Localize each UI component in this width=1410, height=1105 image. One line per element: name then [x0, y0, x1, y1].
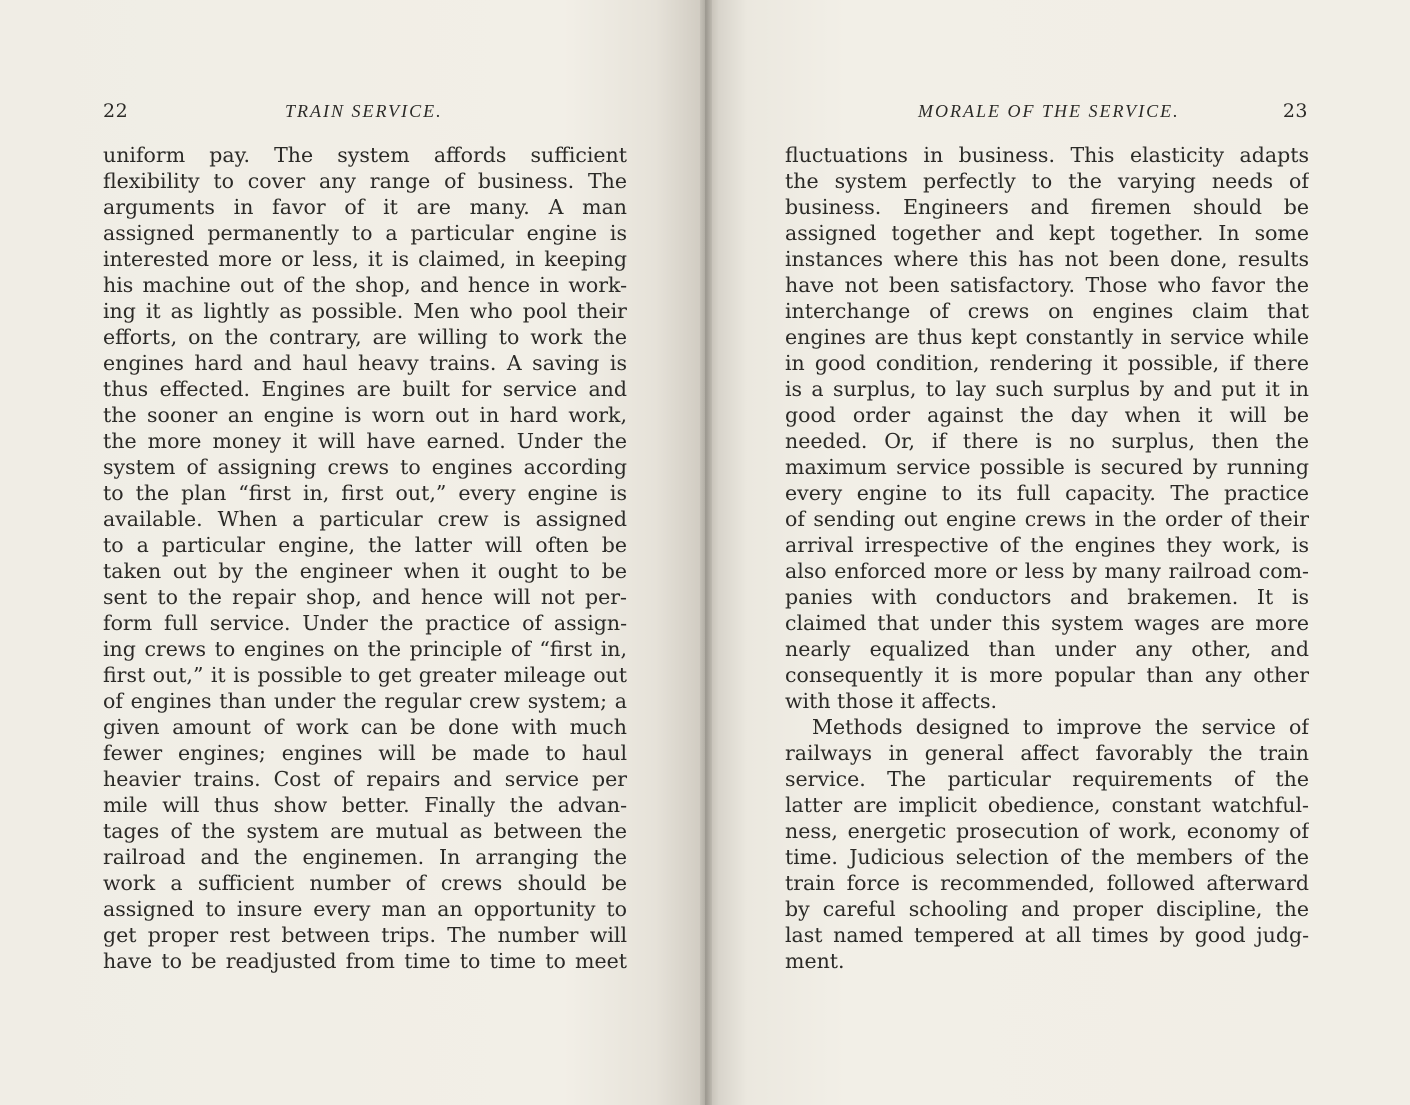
text-line: to the plan “first in, first out,” every engine is [103, 481, 627, 505]
text-line: needed. Or, if there is no surplus, then the [785, 429, 1309, 453]
text-line: engines are thus kept constantly in service while [785, 325, 1309, 349]
text-line: assigned together and kept together. In some [785, 221, 1309, 245]
text-line: is a surplus, to lay such surplus by and put it in [785, 377, 1309, 401]
text-line: consequently it is more popular than any other [785, 663, 1309, 687]
text-line: the more money it will have earned. Under the [103, 429, 627, 453]
text-line: work a sufficient number of crews should be [103, 871, 627, 895]
text-line: of sending out engine crews in the order of their [785, 507, 1309, 531]
text-line: efforts, on the contrary, are willing to work the [103, 325, 627, 349]
text-line: engines hard and haul heavy trains. A saving is [103, 351, 627, 375]
left-running-head [103, 96, 627, 126]
text-line: system of assigning crews to engines according [103, 455, 627, 479]
text-line: the sooner an engine is worn out in hard work, [103, 403, 627, 427]
text-line: interested more or less, it is claimed, in keeping [103, 247, 627, 271]
text-line: given amount of work can be done with much [103, 715, 627, 739]
left-body-text [103, 142, 627, 974]
text-line: ness, energetic prosecution of work, economy of [785, 819, 1309, 843]
text-line: get proper rest between trips. The number will [103, 923, 627, 947]
text-line: in good condition, rendering it possible, if there [785, 351, 1309, 375]
text-line: assigned to insure every man an opportunity to [103, 897, 627, 921]
text-line: interchange of crews on engines claim that [785, 299, 1309, 323]
text-line: service. The particular requirements of the [785, 767, 1309, 791]
text-line: have to be readjusted from time to time to meet [103, 949, 627, 973]
left-running-title: TRAIN SERVICE. [285, 101, 443, 121]
text-line: mile will thus show better. Finally the advan- [103, 793, 627, 817]
text-line: heavier trains. Cost of repairs and service per [103, 767, 627, 791]
text-line: form full service. Under the practice of assign- [103, 611, 627, 635]
text-line: also enforced more or less by many railroad com- [785, 559, 1309, 583]
text-line: have not been satisfactory. Those who favor the [785, 273, 1309, 297]
text-line: ing it as lightly as possible. Men who pool their [103, 299, 627, 323]
text-line: the system perfectly to the varying needs of [785, 169, 1309, 193]
text-line: fluctuations in business. This elasticity adapts [785, 143, 1309, 167]
text-line: uniform pay. The system affords sufficient [103, 143, 627, 167]
text-line: ing crews to engines on the principle of “first in, [103, 637, 627, 661]
text-line: arguments in favor of it are many. A man [103, 195, 627, 219]
text-line: taken out by the engineer when it ought to be [103, 559, 627, 583]
right-page [705, 0, 1410, 1105]
text-line: assigned permanently to a particular engine is [103, 221, 627, 245]
text-line: time. Judicious selection of the members of the [785, 845, 1309, 869]
text-line: his machine out of the shop, and hence in work- [103, 273, 627, 297]
text-line: first out,” it is possible to get greater mileage out [103, 663, 627, 687]
text-line: claimed that under this system wages are more [785, 611, 1309, 635]
left-page-number: 22 [103, 100, 129, 122]
right-body-text [785, 142, 1309, 974]
text-line: arrival irrespective of the engines they work, is [785, 533, 1309, 557]
text-line: maximum service possible is secured by running [785, 455, 1309, 479]
text-line: of engines than under the regular crew system; a [103, 689, 627, 713]
text-line: flexibility to cover any range of business. The [103, 169, 627, 193]
text-line-paragraph-end: ment. [785, 949, 845, 973]
text-line: sent to the repair shop, and hence will not per- [103, 585, 627, 609]
text-line: to a particular engine, the latter will often be [103, 533, 627, 557]
text-line: available. When a particular crew is assigned [103, 507, 627, 531]
text-line: railways in general affect favorably the train [785, 741, 1309, 765]
right-running-title: MORALE OF THE SERVICE. [918, 101, 1180, 121]
right-page-number: 23 [1282, 100, 1308, 122]
text-line: fewer engines; engines will be made to haul [103, 741, 627, 765]
text-line: every engine to its full capacity. The practice [785, 481, 1309, 505]
text-line: latter are implicit obedience, constant watchful- [785, 793, 1309, 817]
text-line: tages of the system are mutual as between the [103, 819, 627, 843]
text-line: thus effected. Engines are built for service and [103, 377, 627, 401]
text-line: railroad and the enginemen. In arranging the [103, 845, 627, 869]
text-line: last named tempered at all times by good judg- [785, 923, 1309, 947]
text-line-paragraph-start: Methods designed to improve the service of [812, 715, 1309, 739]
text-line: by careful schooling and proper discipline, the [785, 897, 1309, 921]
text-line: panies with conductors and brakemen. It is [785, 585, 1309, 609]
book-gutter [700, 0, 712, 1105]
text-line: business. Engineers and firemen should be [785, 195, 1309, 219]
text-line: instances where this has not been done, results [785, 247, 1309, 271]
right-running-head [785, 96, 1308, 126]
text-line: train force is recommended, followed afterward [785, 871, 1309, 895]
text-line: good order against the day when it will be [785, 403, 1309, 427]
text-line-paragraph-end: with those it affects. [785, 689, 997, 713]
text-line: nearly equalized than under any other, and [785, 637, 1309, 661]
